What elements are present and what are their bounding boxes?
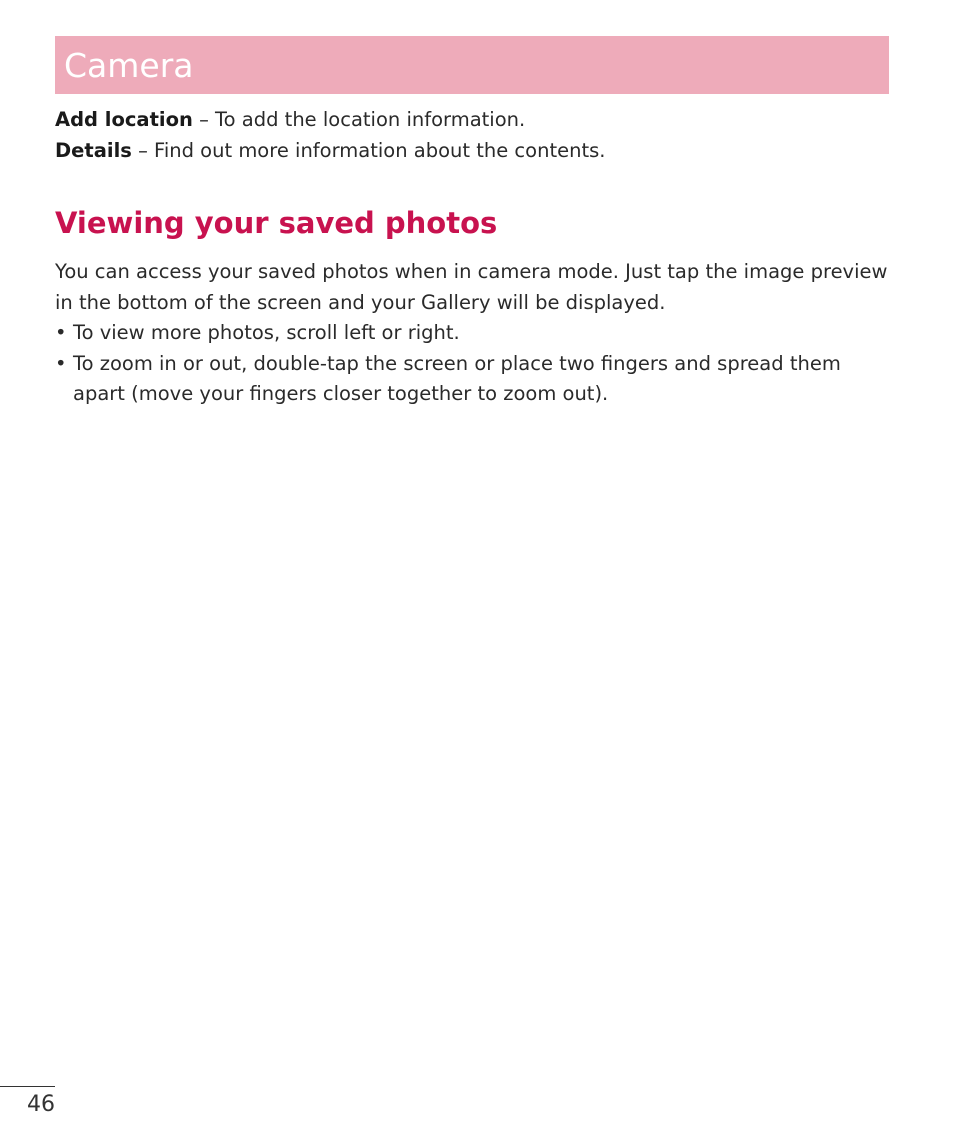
definition-text: Find out more information about the contents. [154,139,606,162]
definition-add-location [55,104,889,135]
definition-separator: – [131,139,155,162]
bullet-text: To zoom in or out, double-tap the screen or place two fingers and spread them apart (move your fingers closer together to zoom out). [73,351,841,405]
bullet-icon: • [55,351,67,375]
section-body [55,257,889,410]
footer-rule [0,1086,55,1087]
definition-details [55,135,889,166]
bullet-text: To view more photos, scroll left or right. [73,321,460,344]
section-paragraph: You can access your saved photos when in camera mode. Just tap the image preview in the bottom of the screen and your Gallery will be displayed. [55,260,888,314]
section-heading: Viewing your saved photos [55,206,498,240]
list-item [55,349,889,410]
bullet-list [55,318,889,410]
chapter-title: Camera [64,46,194,85]
definition-term: Details [55,139,132,162]
list-item [55,318,889,349]
definition-term: Add location [55,108,193,131]
definition-separator: – [192,108,216,131]
page-number: 46 [27,1092,55,1117]
definition-list [55,104,889,166]
chapter-header-bar [55,36,889,94]
definition-text: To add the location information. [215,108,526,131]
bullet-icon: • [55,321,67,344]
